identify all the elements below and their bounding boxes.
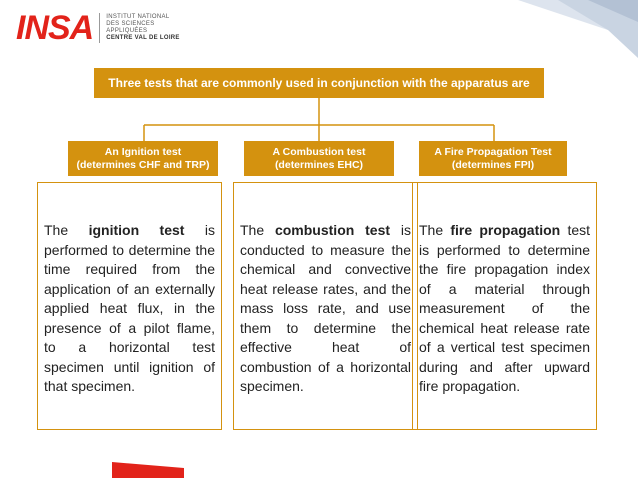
logo-line: CENTRE VAL DE LOIRE [106, 35, 180, 42]
logo-line: INSTITUT NATIONAL [106, 13, 170, 20]
card-text-post: is conducted to measure the chemical and convective heat release rates, and the mass loss rate, and use them to determine the effective heat of combustion of a horizontal specimen. [240, 222, 411, 394]
header-line1: An Ignition test [104, 145, 182, 158]
header-fire-propagation-test [419, 141, 567, 176]
logo-line: DES SCIENCES [106, 20, 155, 27]
card-text-pre: The [419, 222, 451, 238]
logo-mark: INSA [16, 9, 94, 47]
card-text-bold: ignition test [88, 222, 185, 238]
card-text-bold: combustion test [274, 222, 391, 238]
diagram-title: Three tests that are commonly used in conjunction with the apparatus are [94, 68, 544, 98]
card-text-pre: The [240, 222, 275, 238]
card-text-pre: The [44, 222, 89, 238]
header-line1: A Fire Propagation Test [434, 145, 552, 158]
logo-divider [99, 13, 100, 43]
card-text-bold: fire propagation [450, 222, 561, 238]
footer-red-bar [112, 462, 184, 478]
card-combustion-test [233, 182, 418, 430]
header-line2: (determines FPI) [451, 158, 535, 171]
card-fire-propagation-test [412, 182, 597, 430]
header-combustion-test [244, 141, 394, 176]
card-text-post: is performed to determine the time required from the application of an externally applied heat flux, in the presence of a pilot flame, to a horizontal test specimen until ignition of that specimen. [44, 222, 216, 394]
corner-decoration [438, 0, 638, 60]
header-line1: A Combustion test [272, 145, 366, 158]
logo-text [106, 14, 179, 43]
header-ignition-test [68, 141, 218, 176]
header-line2: (determines EHC) [274, 158, 364, 171]
logo-line: APPLIQUÉES [106, 28, 148, 34]
header-line2: (determines CHF and TRP) [76, 158, 210, 171]
insa-logo [16, 9, 180, 47]
card-ignition-test [37, 182, 222, 430]
card-text-post: test is performed to determine the fire propagation index of a material through measurement of the chemical heat release rate of a vertical test specimen during and after upward fire propagation. [419, 222, 591, 394]
